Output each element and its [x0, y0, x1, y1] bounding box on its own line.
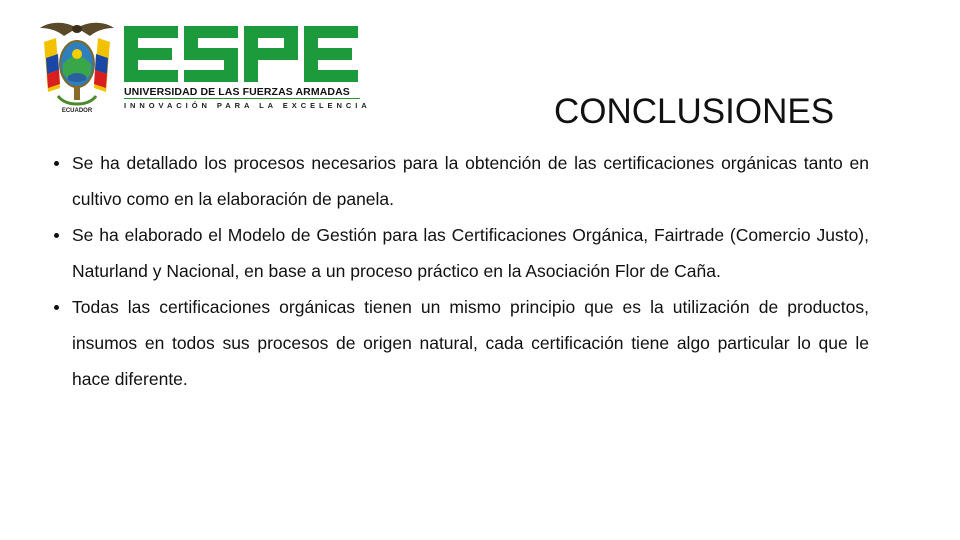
university-tagline: INNOVACIÓN PARA LA EXCELENCIA: [124, 101, 371, 110]
bullet-icon: [54, 161, 59, 166]
conclusions-list: [54, 145, 869, 397]
header-divider: [124, 98, 360, 99]
list-item-text: Todas las certificaciones orgánicas tienen un mismo principio que es la utilización de productos, insumos en todos sus procesos de origen natural, cada certificación tiene algo particular lo que le hace diferente.: [72, 297, 869, 389]
slide-title: CONCLUSIONES: [554, 92, 835, 131]
list-item-text: Se ha elaborado el Modelo de Gestión para las Certificaciones Orgánica, Fairtrade (Comercio Justo), Naturland y Nacional, en base a un proceso práctico en la Asociación Flor de Caña.: [72, 225, 869, 281]
list-item: [54, 217, 869, 289]
espe-wordmark-logo: [120, 22, 360, 86]
list-item: [54, 289, 869, 397]
bullet-icon: [54, 233, 59, 238]
crest-caption: ECUADOR: [61, 108, 93, 114]
list-item: [54, 145, 869, 217]
university-name: UNIVERSIDAD DE LAS FUERZAS ARMADAS: [124, 86, 350, 98]
list-item-text: Se ha detallado los procesos necesarios para la obtención de las certificaciones orgánicas tanto en cultivo como en la elaboración de panela.: [72, 153, 869, 209]
bullet-icon: [54, 305, 59, 310]
coat-of-arms-logo: [34, 18, 120, 114]
